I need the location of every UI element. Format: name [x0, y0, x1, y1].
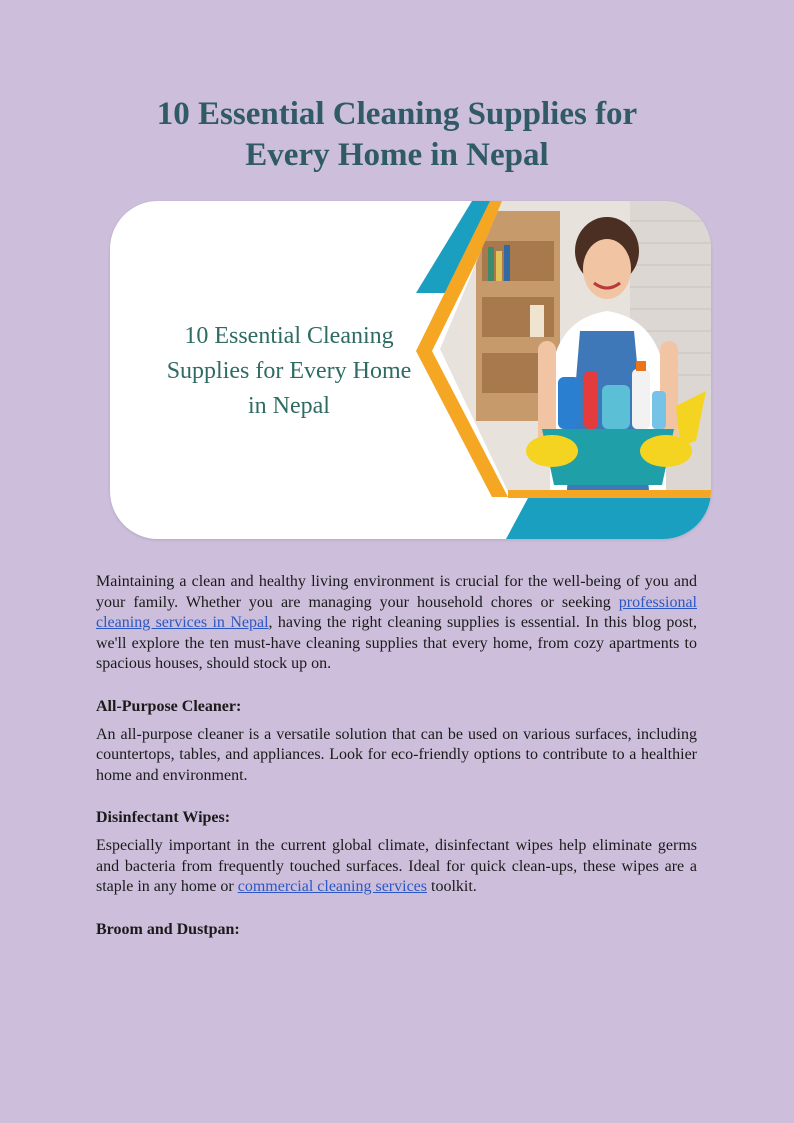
- section-heading-all-purpose: All-Purpose Cleaner:: [96, 697, 242, 715]
- title-line-1: 10 Essential Cleaning Supplies for: [156, 96, 638, 132]
- title-line-2: Every Home in Nepal: [245, 137, 549, 173]
- hero-banner: [110, 201, 711, 539]
- section-body-all-purpose: An all-purpose cleaner is a versatile solution that can be used on various surfaces, including countertops, tables, and appliances. Look for eco-friendly options to contribute to a healthier home and environment.: [96, 725, 697, 784]
- banner-title: [132, 319, 446, 424]
- intro-text-after: , having the right cleaning supplies is essential. In this blog post, we'll explore the ten must-have cleaning supplies that every home, from cozy apartments to spacious houses, should stock up on.: [96, 614, 698, 672]
- page-title: [0, 94, 794, 176]
- banner-line-3: in Nepal: [248, 393, 330, 419]
- wipes-text-after: toolkit.: [427, 878, 477, 895]
- section-body-wipes: [96, 836, 697, 898]
- professional-cleaning-link[interactable]: professional cleaning services in Nepal: [96, 593, 697, 631]
- banner-line-1: 10 Essential Cleaning: [184, 323, 394, 349]
- intro-paragraph: [96, 572, 697, 675]
- intro-text-before: Maintaining a clean and healthy living environment is crucial for the well-being of you and your family. Whether you are managing your household chores or seeking: [96, 573, 697, 611]
- section-heading-wipes: Disinfectant Wipes:: [96, 809, 231, 826]
- section-heading-broom: Broom and Dustpan:: [96, 920, 240, 938]
- orange-bar: [508, 490, 711, 498]
- article-body: [96, 572, 697, 940]
- banner-line-2: Supplies for Every Home: [166, 358, 412, 384]
- wipes-text-before: Especially important in the current global climate, disinfectant wipes help eliminate germs and bacteria from frequently touched surfaces. Ideal for quick clean-ups, these wipes are a staple in any home or: [96, 837, 697, 895]
- commercial-cleaning-link[interactable]: commercial cleaning services: [237, 878, 427, 895]
- teal-band-shape: [506, 498, 711, 539]
